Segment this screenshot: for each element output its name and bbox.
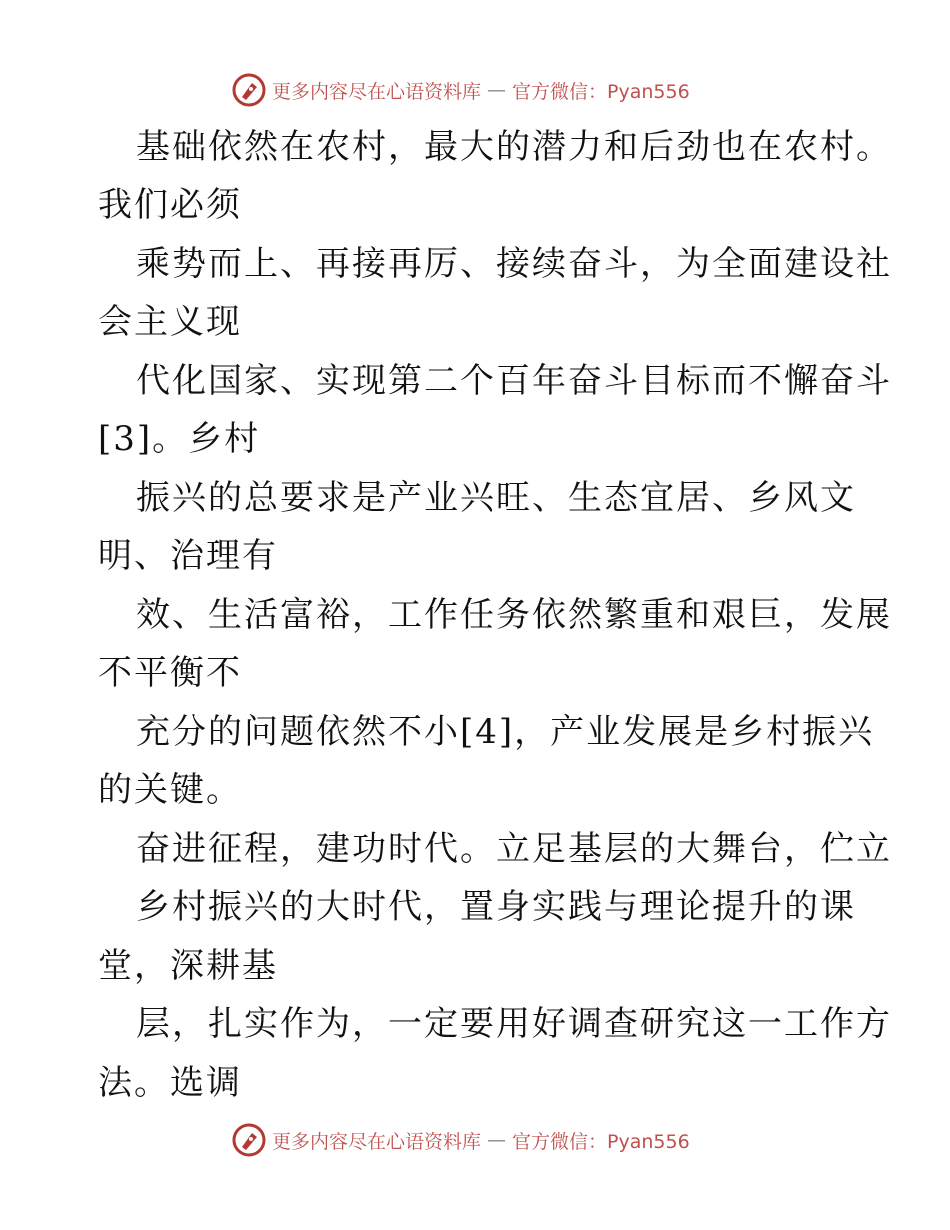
- body-line: 的关键。: [98, 770, 242, 810]
- watermark-dash: —: [487, 79, 507, 101]
- body-line: 振兴的总要求是产业兴旺、生态宜居、乡风文: [136, 478, 856, 518]
- watermark-text: 更多内容尽在心语资料库: [272, 1130, 482, 1153]
- body-line: 明、治理有: [98, 536, 278, 576]
- body-line: 法。选调: [98, 1063, 242, 1103]
- footer-watermark: [232, 1120, 690, 1160]
- watermark-dash: —: [487, 1129, 507, 1151]
- pen-nib-logo-icon: [232, 1123, 266, 1157]
- body-line: 代化国家、实现第二个百年奋斗目标而不懈奋斗: [136, 361, 892, 401]
- header-watermark: [232, 70, 690, 110]
- body-line: 效、生活富裕，工作任务依然繁重和艰巨，发展: [136, 595, 892, 635]
- pen-nib-logo-icon: [232, 73, 266, 107]
- body-line: 堂，深耕基: [98, 946, 278, 986]
- body-line: [3]。乡村: [98, 419, 261, 459]
- body-line: 充分的问题依然不小[4]，产业发展是乡村振兴: [136, 712, 875, 752]
- body-line: 会主义现: [98, 302, 242, 342]
- body-line: 乡村振兴的大时代，置身实践与理论提升的课: [136, 887, 856, 927]
- body-line: 乘势而上、再接再厉、接续奋斗，为全面建设社: [136, 244, 892, 284]
- watermark-contact: 官方微信：Pyan556: [512, 80, 690, 103]
- body-line: 不平衡不: [98, 653, 242, 693]
- body-line: 奋进征程，建功时代。立足基层的大舞台，伫立: [136, 829, 892, 869]
- watermark-contact: 官方微信：Pyan556: [512, 1130, 690, 1153]
- body-line: 层，扎实作为，一定要用好调查研究这一工作方: [136, 1004, 892, 1044]
- body-line: 基础依然在农村，最大的潜力和后劲也在农村。: [136, 127, 892, 167]
- body-line: 我们必须: [98, 185, 242, 225]
- watermark-text: 更多内容尽在心语资料库: [272, 80, 482, 103]
